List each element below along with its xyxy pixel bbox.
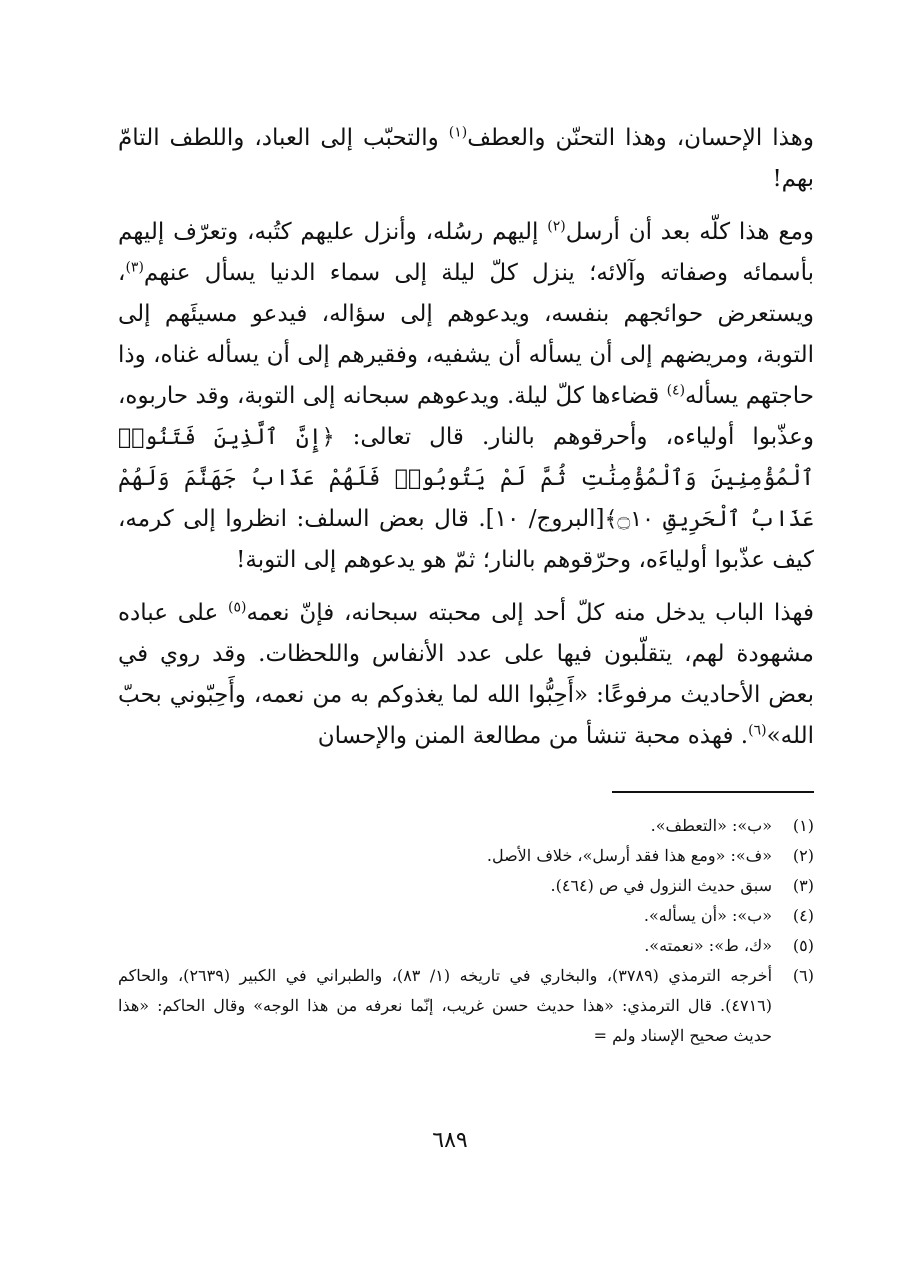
footnote-text: «ب»: «التعطف». (650, 816, 772, 835)
footnote-text: أخرجه الترمذي (٣٧٨٩)، والبخاري في تاريخه (١/ ٨٣)، والطبراني في الكبير (٢٦٣٩)، والحاكم (٤٧١٦). قال الترمذي: «هذا حديث حسن غريب، إنّما نعرفه من هذا الوجه» وقال الحاكم: «هذا حديث صحيح الإسناد ولم = (118, 966, 773, 1045)
text-run: ، ويستعرض حوائجهم بنفسه، ويدعوهم إلى سؤاله، فيدعو مسيئَهم إلى التوبة، ومريضهم إلى أن يسأله أن يشفيه، وفقيرهم إلى أن يسأله غناه، وذا حاجتهم يسأله (118, 260, 814, 409)
footnote-marker: (٦) (748, 722, 767, 739)
text-run: إليهم رسُله، وأنزل عليهم كتُبه، وتعرّف إليهم بأسمائه وصفاته وآلائه؛ ينزل كلّ ليلة إلى سماء الدنيا يسأل عنهم (118, 219, 814, 286)
main-text (118, 118, 814, 757)
text-run: على عباده مشهودة لهم، يتقلّبون فيها على عدد الأنفاس واللحظات. وقد روي في بعض الأحاديث مرفوعًا: «أَحِبُّوا الله لما يغذوكم به من نعمه، وأَحِبّوني بحبّ الله» (118, 600, 814, 749)
footnote (118, 931, 814, 961)
footnote (118, 901, 814, 931)
text-run: فهذا الباب يدخل منه كلّ أحد إلى محبته سبحانه، فإنّ نعمه (246, 600, 814, 626)
footnote (118, 811, 814, 841)
footnote-number: (١) (792, 816, 814, 835)
text-run: قضاءها كلّ ليلة. ويدعوهم سبحانه إلى التوبة، وقد حاربوه، وعذّبوا أولياءه، وأحرقوهم بالنار. قال تعالى: (118, 383, 814, 450)
footnote-text: سبق حديث النزول في ص (٤٦٤). (550, 876, 772, 895)
footnote-text: «ب»: «أن يسأله». (643, 906, 772, 925)
footnote (118, 961, 814, 1051)
text-run: ومع هذا كلّه بعد أن أرسل (565, 219, 814, 245)
footnote-marker: (٢) (547, 218, 566, 235)
footnote-separator (612, 791, 814, 793)
footnote-marker: (٤) (666, 382, 686, 399)
page-body (118, 118, 814, 1051)
text-run: [البروج/ ١٠]. قال بعض السلف: انظروا إلى كرمه، كيف عذّبوا أولياءَه، وحرّقوهم بالنار؛ ثمّ هو يدعوهم إلى التوبة! (118, 506, 814, 573)
text-run: والتحبّب إلى العباد، واللطف التامّ بهم! (118, 125, 814, 192)
quran-verse: ﴿إِنَّ ٱلَّذِينَ فَتَنُوا۟ ٱلْمُؤْمِنِينَ وَٱلْمُؤْمِنَٰتِ ثُمَّ لَمْ يَتُوبُوا۟ فَلَهُمْ عَذَابُ جَهَنَّمَ وَلَهُمْ عَذَابُ ٱلْحَرِيقِ ۝١٠﴾ (118, 425, 814, 532)
footnote-number: (٢) (792, 846, 814, 865)
footnote (118, 871, 814, 901)
footnote (118, 841, 814, 871)
footnote-marker: (٣) (125, 259, 144, 276)
footnote-marker: (٥) (227, 599, 247, 616)
text-run: وهذا الإحسان، وهذا التحنّن والعطف (467, 125, 814, 151)
footnote-number: (٦) (792, 966, 814, 985)
footnote-number: (٤) (792, 906, 814, 925)
footnote-number: (٣) (792, 876, 814, 895)
paragraph (118, 212, 814, 581)
footnote-text: «ف»: «ومع هذا فقد أرسل»، خلاف الأصل. (486, 846, 772, 865)
footnote-marker: (١) (448, 124, 468, 141)
paragraph (118, 593, 814, 757)
page-number: ٦٨٩ (432, 1128, 468, 1153)
paragraph (118, 118, 814, 200)
text-run: . فهذه محبة تنشأ من مطالعة المنن والإحسان (317, 723, 749, 749)
footnotes (118, 811, 814, 1051)
footnote-text: «ك، ط»: «نعمته». (644, 936, 772, 955)
footnote-number: (٥) (792, 936, 814, 955)
